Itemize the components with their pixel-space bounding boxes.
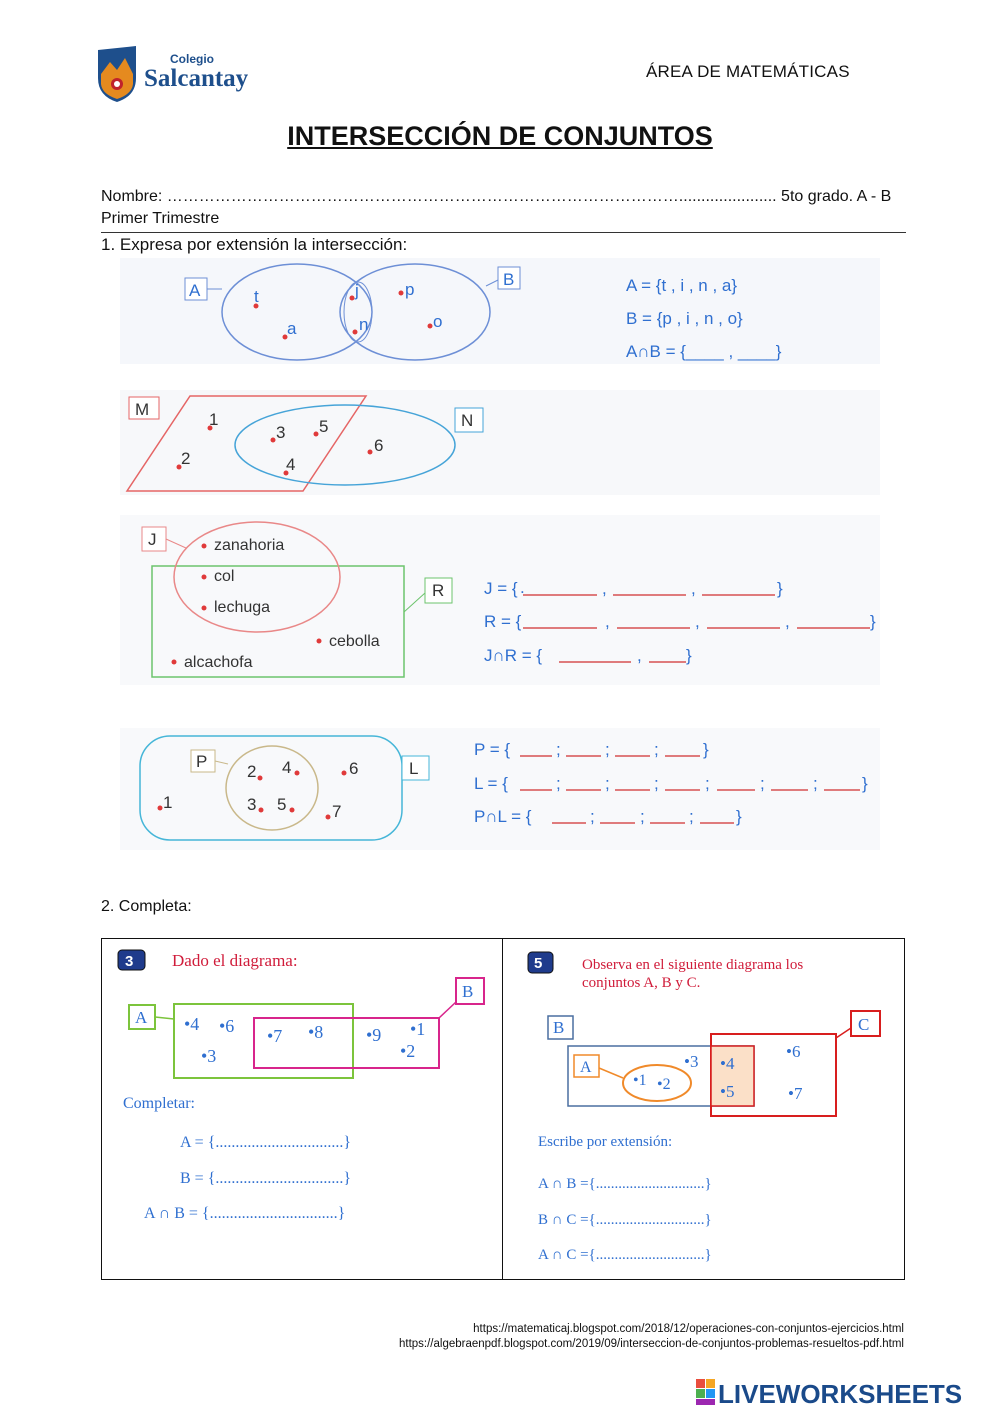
exercise-3-number: 3 [125, 953, 134, 970]
intersection-ab-answer: A ∩ B ={.............................} [538, 1176, 712, 1192]
set-b-answer: B = {................................} [180, 1170, 352, 1187]
element-alcachofa: alcachofa [184, 654, 253, 671]
svg-text:,: , [637, 646, 642, 665]
brand-text: LIVEWORKSHEETS [718, 1379, 963, 1408]
exercise-3-heading: Dado el diagrama: [172, 951, 298, 970]
point-n: n [359, 315, 369, 334]
point-3: •3 [684, 1052, 699, 1071]
set-j-label: J [148, 530, 157, 549]
point-3: •3 [201, 1046, 217, 1066]
exercise-5-heading-1: Observa en el siguiente diagrama los [582, 957, 804, 973]
intersection-bc-answer: B ∩ C ={.............................} [538, 1212, 712, 1228]
set-p-label: P [196, 752, 208, 771]
set-r-label: R [432, 581, 445, 600]
intersection-ac-answer: A ∩ C ={.............................} [538, 1247, 712, 1263]
set-m-label: M [135, 400, 150, 419]
element-cebolla: cebolla [329, 633, 380, 650]
set-b-definition: B = {p , i , n , o} [626, 309, 743, 328]
svg-text:,: , [605, 612, 610, 631]
svg-text:;: ; [760, 774, 765, 793]
diagram-pl [120, 728, 880, 850]
point-4: 4 [282, 758, 292, 777]
set-b-label: B [503, 270, 515, 289]
set-a-label: A [189, 281, 201, 300]
set-l-definition: L = { [474, 774, 508, 793]
svg-text:}: } [736, 807, 742, 826]
point-5: •5 [720, 1082, 735, 1101]
school-small-text: Colegio [170, 52, 214, 66]
point-1: 1 [163, 793, 173, 812]
set-b-label: B [553, 1018, 565, 1037]
element-zanahoria: zanahoria [214, 537, 285, 554]
point-3: 3 [247, 795, 257, 814]
set-l-label: L [409, 759, 419, 778]
point-a: a [287, 319, 297, 338]
point-6: 6 [349, 759, 359, 778]
point-5: 5 [277, 795, 287, 814]
point-3: 3 [276, 423, 286, 442]
svg-text:;: ; [654, 774, 659, 793]
header-divider [101, 232, 906, 233]
svg-text:;: ; [654, 740, 659, 759]
svg-text:;: ; [590, 807, 595, 826]
intersection-jr-answer: J∩R = { [484, 646, 543, 665]
intersection-answer: A ∩ B = {................................} [144, 1205, 346, 1222]
page-title: INTERSECCIÓN DE CONJUNTOS [287, 121, 713, 151]
svg-text:;: ; [556, 740, 561, 759]
svg-text:,: , [602, 579, 607, 598]
set-b-label: B [462, 982, 474, 1001]
diagram-mn [120, 390, 880, 495]
school-logo [96, 44, 276, 104]
svg-text:}: } [870, 612, 876, 631]
svg-text:;: ; [813, 774, 818, 793]
point-7: 7 [332, 802, 342, 821]
liveworksheets-logo [694, 1376, 994, 1408]
set-n-label: N [461, 411, 474, 430]
completar-label: Completar: [123, 1095, 195, 1112]
point-2: •2 [657, 1076, 671, 1093]
svg-text:;: ; [605, 740, 610, 759]
point-6: •6 [786, 1042, 801, 1061]
svg-text:.: . [520, 578, 525, 597]
point-1: •1 [410, 1019, 426, 1039]
name-line: Nombre: ……………………………………………………………………………………...................... 5to grado. A - B [101, 188, 892, 205]
svg-text:;: ; [640, 807, 645, 826]
set-a-label: A [135, 1008, 148, 1027]
diagram-jr [120, 515, 880, 685]
point-6: •6 [219, 1016, 235, 1036]
intersection-ab-answer: A∩B = {____ , ____} [626, 342, 782, 361]
svg-text:,: , [691, 579, 696, 598]
point-8: •8 [308, 1022, 324, 1042]
set-c-label: C [858, 1015, 870, 1034]
exercise-table [101, 938, 906, 1281]
set-r-definition: R = { [484, 612, 522, 631]
escribe-label: Escribe por extensión: [538, 1134, 673, 1150]
area-label: ÁREA DE MATEMÁTICAS [646, 62, 850, 81]
set-a-label: A [580, 1059, 592, 1076]
point-9: •9 [366, 1025, 382, 1045]
svg-text:;: ; [689, 807, 694, 826]
point-t: t [254, 287, 259, 306]
question-2-prompt: 2. Completa: [101, 898, 192, 915]
intersection-pl-answer: P∩L = { [474, 807, 532, 826]
school-name-text: Salcantay [144, 65, 249, 92]
element-lechuga: lechuga [214, 599, 271, 616]
set-j-definition: J = { [484, 579, 518, 598]
source-link-2[interactable]: https://algebraenpdf.blogspot.com/2019/09/interseccion-de-conjuntos-problemas-resueltos-pdf.html [398, 1338, 904, 1350]
point-1: 1 [209, 410, 219, 429]
exercise-5-number: 5 [534, 955, 543, 972]
point-7: •7 [267, 1026, 283, 1046]
point-7: •7 [788, 1084, 803, 1103]
svg-text:}: } [862, 774, 868, 793]
svg-text:}: } [703, 740, 709, 759]
point-o: o [433, 312, 443, 331]
point-5: 5 [319, 417, 329, 436]
svg-text:;: ; [705, 774, 710, 793]
svg-text:}: } [777, 579, 783, 598]
point-1: •1 [633, 1072, 647, 1089]
source-link-1[interactable]: https://matematicaj.blogspot.com/2018/12/operaciones-con-conjuntos-ejercicios.html [473, 1323, 904, 1335]
svg-text:;: ; [605, 774, 610, 793]
question-1-prompt: 1. Expresa por extensión la intersección: [101, 235, 408, 254]
point-2: •2 [400, 1041, 416, 1061]
point-j: j [355, 281, 359, 300]
point-4: 4 [286, 455, 296, 474]
point-2: 2 [181, 449, 191, 468]
diagram-ab [120, 258, 880, 364]
point-p: p [405, 280, 415, 299]
set-p-definition: P = { [474, 740, 511, 759]
set-a-definition: A = {t , i , n , a} [626, 276, 738, 295]
term-label: Primer Trimestre [101, 210, 220, 227]
point-4: •4 [184, 1014, 200, 1034]
svg-text:}: } [686, 646, 692, 665]
element-col: col [214, 568, 235, 585]
exercise-5-heading-2: conjuntos A, B y C. [582, 975, 701, 991]
svg-text:,: , [785, 612, 790, 631]
set-a-answer: A = {................................} [180, 1134, 352, 1151]
point-6: 6 [374, 436, 384, 455]
svg-text:;: ; [556, 774, 561, 793]
svg-text:,: , [695, 612, 700, 631]
point-2: 2 [247, 762, 257, 781]
point-4: •4 [720, 1054, 735, 1073]
